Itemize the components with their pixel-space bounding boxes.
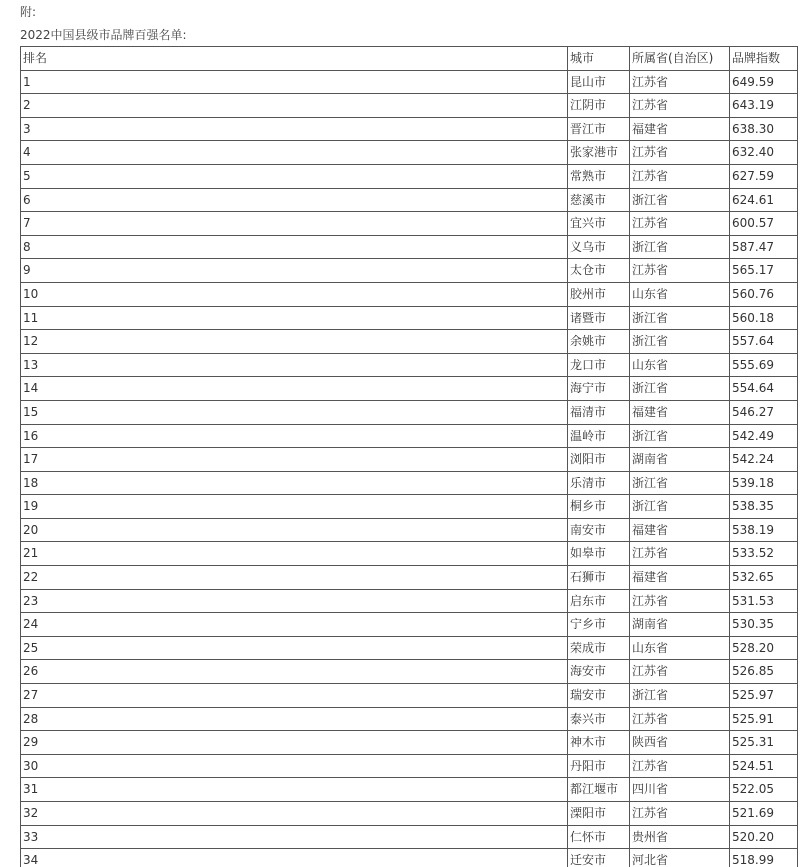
city-cell: 瑞安市: [568, 684, 630, 708]
city-cell: 海宁市: [568, 377, 630, 401]
province-cell: 浙江省: [630, 424, 730, 448]
province-cell: 浙江省: [630, 684, 730, 708]
province-cell: 湖南省: [630, 448, 730, 472]
table-row: [21, 660, 798, 684]
table-row: [21, 471, 798, 495]
province-cell: 浙江省: [630, 235, 730, 259]
rank-cell: 5: [21, 164, 568, 188]
score-cell: 554.64: [730, 377, 798, 401]
rank-cell: 9: [21, 259, 568, 283]
score-cell: 555.69: [730, 353, 798, 377]
city-cell: 太仓市: [568, 259, 630, 283]
province-cell: 浙江省: [630, 188, 730, 212]
rank-cell: 34: [21, 849, 568, 867]
rank-cell: 2: [21, 94, 568, 118]
province-cell: 浙江省: [630, 377, 730, 401]
rank-cell: 13: [21, 353, 568, 377]
table-row: [21, 353, 798, 377]
rank-cell: 24: [21, 613, 568, 637]
city-cell: 浏阳市: [568, 448, 630, 472]
province-cell: 江苏省: [630, 660, 730, 684]
city-cell: 余姚市: [568, 330, 630, 354]
score-cell: 518.99: [730, 849, 798, 867]
province-cell: 江苏省: [630, 70, 730, 94]
rank-cell: 25: [21, 636, 568, 660]
table-row: [21, 566, 798, 590]
score-cell: 565.17: [730, 259, 798, 283]
city-cell: 桐乡市: [568, 495, 630, 519]
rank-cell: 30: [21, 754, 568, 778]
rank-cell: 28: [21, 707, 568, 731]
city-cell: 义乌市: [568, 235, 630, 259]
city-cell: 福清市: [568, 400, 630, 424]
ranking-table: [20, 46, 798, 867]
score-cell: 521.69: [730, 802, 798, 826]
table-row: [21, 377, 798, 401]
table-row: [21, 731, 798, 755]
province-cell: 江苏省: [630, 802, 730, 826]
table-row: [21, 235, 798, 259]
table-row: [21, 188, 798, 212]
province-cell: 浙江省: [630, 471, 730, 495]
table-row: [21, 802, 798, 826]
province-cell: 山东省: [630, 353, 730, 377]
province-cell: 福建省: [630, 117, 730, 141]
province-cell: 浙江省: [630, 306, 730, 330]
table-row: [21, 518, 798, 542]
rank-cell: 19: [21, 495, 568, 519]
score-cell: 528.20: [730, 636, 798, 660]
table-row: [21, 282, 798, 306]
city-cell: 神木市: [568, 731, 630, 755]
province-cell: 江苏省: [630, 212, 730, 236]
city-cell: 溧阳市: [568, 802, 630, 826]
score-cell: 542.24: [730, 448, 798, 472]
rank-cell: 18: [21, 471, 568, 495]
score-cell: 530.35: [730, 613, 798, 637]
city-cell: 海安市: [568, 660, 630, 684]
score-cell: 560.76: [730, 282, 798, 306]
score-cell: 587.47: [730, 235, 798, 259]
table-row: [21, 212, 798, 236]
score-cell: 525.91: [730, 707, 798, 731]
rank-cell: 1: [21, 70, 568, 94]
province-cell: 湖南省: [630, 613, 730, 637]
score-cell: 533.52: [730, 542, 798, 566]
rank-cell: 7: [21, 212, 568, 236]
score-cell: 531.53: [730, 589, 798, 613]
table-body: [21, 70, 798, 867]
province-cell: 浙江省: [630, 330, 730, 354]
rank-cell: 6: [21, 188, 568, 212]
province-cell: 山东省: [630, 636, 730, 660]
table-row: [21, 707, 798, 731]
table-row: [21, 117, 798, 141]
city-cell: 慈溪市: [568, 188, 630, 212]
table-row: [21, 778, 798, 802]
table-row: [21, 400, 798, 424]
city-cell: 石狮市: [568, 566, 630, 590]
city-cell: 迁安市: [568, 849, 630, 867]
table-row: [21, 164, 798, 188]
score-cell: 525.31: [730, 731, 798, 755]
table-row: [21, 589, 798, 613]
city-cell: 丹阳市: [568, 754, 630, 778]
city-cell: 仁怀市: [568, 825, 630, 849]
city-cell: 都江堰市: [568, 778, 630, 802]
score-cell: 624.61: [730, 188, 798, 212]
table-row: [21, 825, 798, 849]
rank-cell: 27: [21, 684, 568, 708]
appendix-note: 附:: [20, 5, 37, 19]
score-cell: 600.57: [730, 212, 798, 236]
list-title: 2022中国县级市品牌百强名单:: [20, 28, 187, 42]
rank-cell: 32: [21, 802, 568, 826]
rank-cell: 15: [21, 400, 568, 424]
city-cell: 常熟市: [568, 164, 630, 188]
table-row: [21, 70, 798, 94]
score-cell: 532.65: [730, 566, 798, 590]
table-row: [21, 684, 798, 708]
province-cell: 陕西省: [630, 731, 730, 755]
rank-cell: 16: [21, 424, 568, 448]
rank-cell: 31: [21, 778, 568, 802]
city-cell: 诸暨市: [568, 306, 630, 330]
table-row: [21, 542, 798, 566]
table-row: [21, 754, 798, 778]
score-cell: 546.27: [730, 400, 798, 424]
score-cell: 632.40: [730, 141, 798, 165]
score-cell: 557.64: [730, 330, 798, 354]
province-cell: 四川省: [630, 778, 730, 802]
rank-cell: 10: [21, 282, 568, 306]
rank-cell: 29: [21, 731, 568, 755]
city-cell: 南安市: [568, 518, 630, 542]
province-cell: 江苏省: [630, 542, 730, 566]
score-cell: 526.85: [730, 660, 798, 684]
rank-cell: 20: [21, 518, 568, 542]
rank-cell: 3: [21, 117, 568, 141]
province-cell: 江苏省: [630, 589, 730, 613]
province-cell: 福建省: [630, 518, 730, 542]
score-cell: 649.59: [730, 70, 798, 94]
rank-cell: 21: [21, 542, 568, 566]
score-cell: 627.59: [730, 164, 798, 188]
city-cell: 江阴市: [568, 94, 630, 118]
city-cell: 如皋市: [568, 542, 630, 566]
province-cell: 江苏省: [630, 141, 730, 165]
province-cell: 江苏省: [630, 707, 730, 731]
header-city: 城市: [568, 47, 630, 71]
city-cell: 宁乡市: [568, 613, 630, 637]
province-cell: 江苏省: [630, 259, 730, 283]
city-cell: 昆山市: [568, 70, 630, 94]
table-row: [21, 849, 798, 867]
city-cell: 温岭市: [568, 424, 630, 448]
score-cell: 520.20: [730, 825, 798, 849]
rank-cell: 22: [21, 566, 568, 590]
city-cell: 张家港市: [568, 141, 630, 165]
rank-cell: 33: [21, 825, 568, 849]
province-cell: 江苏省: [630, 94, 730, 118]
table-row: [21, 613, 798, 637]
province-cell: 河北省: [630, 849, 730, 867]
province-cell: 福建省: [630, 566, 730, 590]
city-cell: 乐清市: [568, 471, 630, 495]
score-cell: 522.05: [730, 778, 798, 802]
score-cell: 525.97: [730, 684, 798, 708]
city-cell: 胶州市: [568, 282, 630, 306]
province-cell: 福建省: [630, 400, 730, 424]
province-cell: 贵州省: [630, 825, 730, 849]
city-cell: 龙口市: [568, 353, 630, 377]
rank-cell: 4: [21, 141, 568, 165]
header-score: 品牌指数: [730, 47, 798, 71]
header-rank: 排名: [21, 47, 568, 71]
city-cell: 启东市: [568, 589, 630, 613]
rank-cell: 23: [21, 589, 568, 613]
rank-cell: 8: [21, 235, 568, 259]
table-row: [21, 330, 798, 354]
table-row: [21, 141, 798, 165]
score-cell: 524.51: [730, 754, 798, 778]
rank-cell: 11: [21, 306, 568, 330]
table-row: [21, 424, 798, 448]
table-row: [21, 448, 798, 472]
score-cell: 538.19: [730, 518, 798, 542]
city-cell: 泰兴市: [568, 707, 630, 731]
score-cell: 638.30: [730, 117, 798, 141]
score-cell: 539.18: [730, 471, 798, 495]
table-row: [21, 636, 798, 660]
rank-cell: 26: [21, 660, 568, 684]
rank-cell: 17: [21, 448, 568, 472]
table-row: [21, 94, 798, 118]
province-cell: 江苏省: [630, 164, 730, 188]
province-cell: 浙江省: [630, 495, 730, 519]
table-row: [21, 495, 798, 519]
score-cell: 538.35: [730, 495, 798, 519]
table-row: [21, 259, 798, 283]
province-cell: 山东省: [630, 282, 730, 306]
rank-cell: 12: [21, 330, 568, 354]
header-province: 所属省(自治区): [630, 47, 730, 71]
score-cell: 542.49: [730, 424, 798, 448]
rank-cell: 14: [21, 377, 568, 401]
score-cell: 643.19: [730, 94, 798, 118]
table-row: [21, 306, 798, 330]
score-cell: 560.18: [730, 306, 798, 330]
table-header-row: [21, 47, 798, 71]
city-cell: 宜兴市: [568, 212, 630, 236]
city-cell: 晋江市: [568, 117, 630, 141]
city-cell: 荣成市: [568, 636, 630, 660]
province-cell: 江苏省: [630, 754, 730, 778]
